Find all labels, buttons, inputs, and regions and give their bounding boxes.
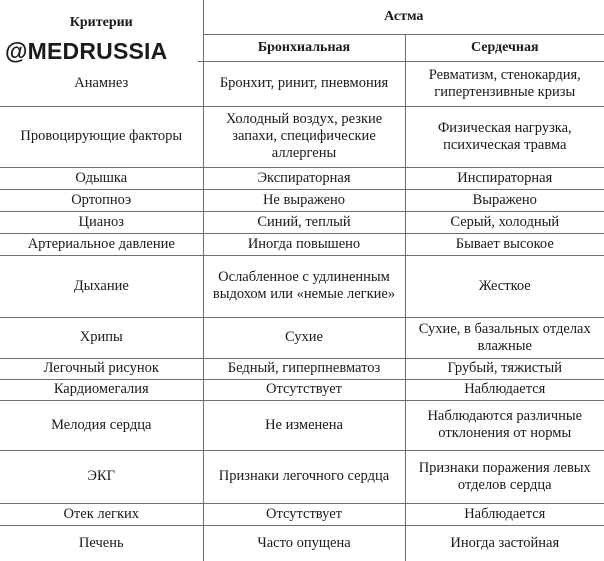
criterion-cell: Печень	[0, 525, 203, 561]
bronchial-cell: Синий, теплый	[203, 211, 405, 233]
criterion-cell: Ортопноэ	[0, 189, 203, 211]
criterion-cell: Кардиомегалия	[0, 379, 203, 400]
criterion-cell: Отек легких	[0, 503, 203, 525]
criterion-cell: Дыхание	[0, 255, 203, 317]
bronchial-cell: Сухие	[203, 317, 405, 358]
table-row	[0, 400, 604, 450]
bronchial-cell: Экспираторная	[203, 167, 405, 189]
table-row	[0, 167, 604, 189]
bronchial-cell: Не выражено	[203, 189, 405, 211]
table-row	[0, 317, 604, 358]
bronchial-cell: Ослабленное с удлиненным выдохом или «немые легкие»	[203, 255, 405, 317]
cardiac-cell: Иногда застойная	[405, 525, 604, 561]
cardiac-cell: Наблюдается	[405, 503, 604, 525]
criterion-cell: Легочный рисунок	[0, 358, 203, 379]
cardiac-cell: Признаки поражения левых отделов сердца	[405, 450, 604, 503]
bronchial-cell: Отсутствует	[203, 503, 405, 525]
bronchial-cell: Отсутствует	[203, 379, 405, 400]
cardiac-cell: Выражено	[405, 189, 604, 211]
header-row-top	[0, 0, 604, 34]
bronchial-cell: Признаки легочного сердца	[203, 450, 405, 503]
table-row	[0, 255, 604, 317]
bronchial-cell: Бронхит, ринит, пневмония	[203, 61, 405, 106]
asthma-header: Астма	[203, 0, 604, 34]
table-row	[0, 525, 604, 561]
table-row	[0, 503, 604, 525]
table-row	[0, 233, 604, 255]
bronchial-cell: Холодный воздух, резкие запахи, специфические аллергены	[203, 106, 405, 167]
cardiac-cell: Грубый, тяжистый	[405, 358, 604, 379]
bronchial-header: Бронхиальная	[203, 34, 405, 61]
cardiac-cell: Сухие, в базальных отделах влажные	[405, 317, 604, 358]
table-row	[0, 358, 604, 379]
criterion-cell: Артериальное давление	[0, 233, 203, 255]
criterion-cell: Хрипы	[0, 317, 203, 358]
cardiac-cell: Наблюдается	[405, 379, 604, 400]
cardiac-cell: Инспираторная	[405, 167, 604, 189]
cardiac-cell: Серый, холодный	[405, 211, 604, 233]
medrussia-watermark: @MEDRUSSIA	[0, 34, 198, 68]
bronchial-cell: Иногда повышено	[203, 233, 405, 255]
criterion-cell: Одышка	[0, 167, 203, 189]
cardiac-header: Сердечная	[405, 34, 604, 61]
cardiac-cell: Физическая нагрузка, психическая травма	[405, 106, 604, 167]
bronchial-cell: Не изменена	[203, 400, 405, 450]
bronchial-cell: Часто опущена	[203, 525, 405, 561]
criteria-header: Критерии	[0, 0, 203, 61]
table-row	[0, 189, 604, 211]
criterion-cell: Провоцирующие факторы	[0, 106, 203, 167]
cardiac-cell: Бывает высокое	[405, 233, 604, 255]
criterion-cell: Анамнез	[0, 61, 203, 106]
cardiac-cell: Ревматизм, стенокардия, гипертензивные кризы	[405, 61, 604, 106]
bronchial-cell: Бедный, гиперпневматоз	[203, 358, 405, 379]
table-row	[0, 379, 604, 400]
table-row	[0, 211, 604, 233]
criterion-cell: ЭКГ	[0, 450, 203, 503]
table-row	[0, 450, 604, 503]
cardiac-cell: Жесткое	[405, 255, 604, 317]
cardiac-cell: Наблюдаются различные отклонения от нормы	[405, 400, 604, 450]
criterion-cell: Мелодия сердца	[0, 400, 203, 450]
criterion-cell: Цианоз	[0, 211, 203, 233]
table-row	[0, 106, 604, 167]
